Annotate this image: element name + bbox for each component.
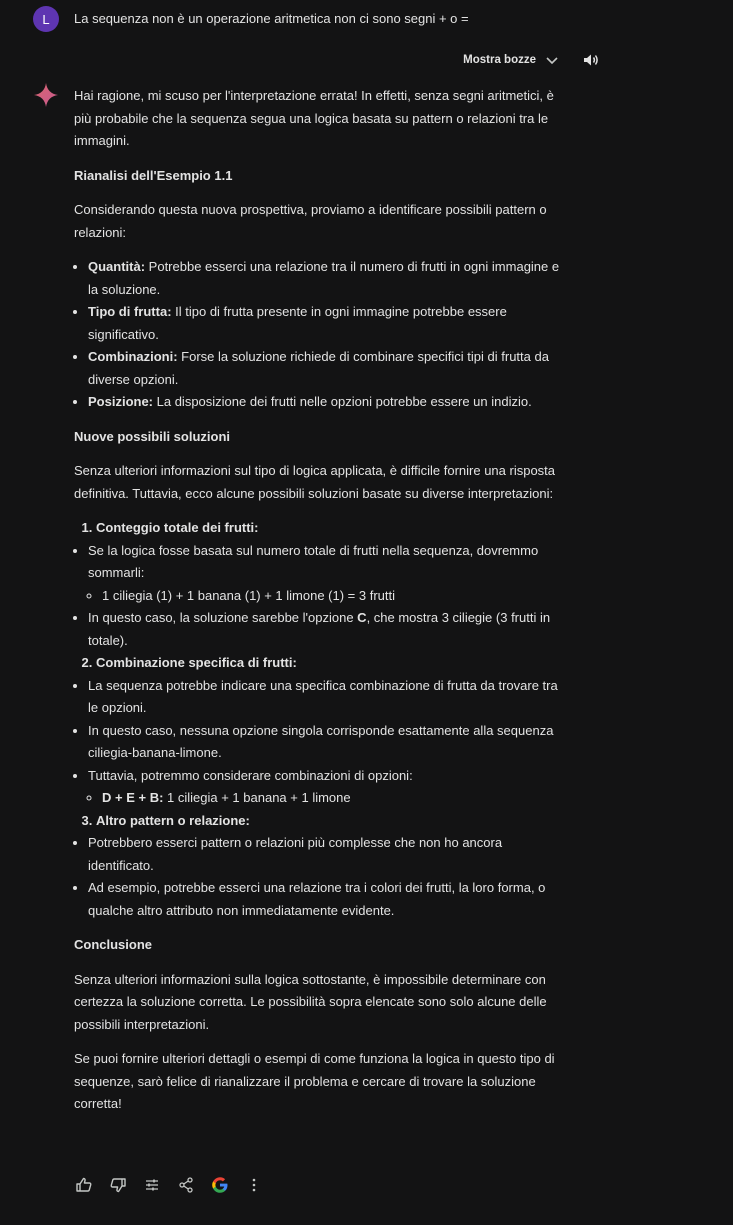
share-icon[interactable] <box>176 1175 196 1195</box>
user-message-row <box>33 6 469 32</box>
list-item: ◦ 1 ciliegia (1) + 1 banana (1) + 1 limone (1) = 3 frutti <box>102 585 569 608</box>
drafts-bar <box>463 51 600 69</box>
thumbs-up-icon[interactable] <box>74 1175 94 1195</box>
google-icon[interactable] <box>210 1175 230 1195</box>
heading-new-solutions: Nuove possibili soluzioni <box>74 428 231 444</box>
solution-title: 3. Altro pattern o relazione: <box>96 810 569 833</box>
pattern-list <box>74 256 569 414</box>
list-item: • Tipo di frutta: Il tipo di frutta presente in ogni immagine potrebbe essere significativo. <box>88 301 569 346</box>
list-item: • Se la logica fosse basata sul numero totale di frutti nella sequenza, dovremmo sommarli: ◦ 1 ciliegia (1) + 1 banana (1) + 1 limone (1) = 3 frutti <box>88 540 569 608</box>
response-paragraph: Senza ulteriori informazioni sulla logica sottostante, è impossibile determinare con certezza la soluzione corretta. Le possibilità sopra elencate sono solo alcune delle possibili interpretazioni. <box>74 971 547 1032</box>
solution-list-1 <box>74 517 569 540</box>
solution-title: 1. Conteggio totale dei frutti: <box>96 517 569 540</box>
response-body <box>74 85 569 1128</box>
response-intro: Hai ragione, mi scuso per l'interpretazione errata! In effetti, senza segni aritmetici, è più probabile che la sequenza segua una logica basata su pattern o relazioni tra le immagini. <box>74 88 554 148</box>
tune-icon[interactable] <box>142 1175 162 1195</box>
list-item: • Posizione: La disposizione dei frutti nelle opzioni potrebbe essere un indizio. <box>88 391 569 414</box>
solution-list-2 <box>74 652 569 675</box>
list-item: • Combinazioni: Forse la soluzione richiede di combinare specifici tipi di frutta da diverse opzioni. <box>88 346 569 391</box>
list-item: ◦ D + E + B: 1 ciliegia + 1 banana + 1 limone <box>102 787 569 810</box>
heading-conclusion: Conclusione <box>74 937 153 952</box>
sub-list <box>88 787 569 810</box>
solution-bullets <box>74 832 569 922</box>
response-paragraph: Se puoi fornire ulteriori dettagli o esempi di come funziona la logica in questo tipo di sequenze, sarò felice di rianalizzare il problema e cercare di trovare la soluzione corretta! <box>74 1051 555 1111</box>
show-drafts-label[interactable]: Mostra bozze <box>463 54 536 66</box>
list-item: • La sequenza potrebbe indicare una specifica combinazione di frutta da trovare tra le opzioni. <box>88 675 569 720</box>
list-item: • Ad esempio, potrebbe esserci una relazione tra i colori dei frutti, la loro forma, o qualche altro attributo non immediatamente evidente. <box>88 877 569 922</box>
list-item: • Quantità: Potrebbe esserci una relazione tra il numero di frutti in ogni immagine e la soluzione. <box>88 256 569 301</box>
solution-title: 2. Combinazione specifica di frutti: <box>96 652 569 675</box>
list-item: • In questo caso, la soluzione sarebbe l'opzione C, che mostra 3 ciliegie (3 frutti in totale). <box>88 607 569 652</box>
list-item: • In questo caso, nessuna opzione singola corrisponde esattamente alla sequenza ciliegia-banana-limone. <box>88 720 569 765</box>
response-paragraph: Senza ulteriori informazioni sul tipo di logica applicata, è difficile fornire una risposta definitiva. Tuttavia, ecco alcune possibili soluzioni basate su diverse interpretazioni: <box>74 463 556 501</box>
solution-list-3 <box>74 810 569 833</box>
list-item: • Tuttavia, potremmo considerare combinazioni di opzioni: ◦ D + E + B: 1 ciliegia + 1 banana + 1 limone <box>88 765 569 810</box>
chevron-down-icon[interactable] <box>544 52 560 68</box>
response-actions <box>74 1175 264 1195</box>
sub-list <box>88 585 569 608</box>
gemini-sparkle-icon <box>33 82 59 108</box>
more-vert-icon[interactable] <box>244 1175 264 1195</box>
speaker-icon[interactable] <box>582 51 600 69</box>
solution-bullets <box>74 675 569 810</box>
list-item: • Potrebbero esserci pattern o relazioni più complesse che non ho ancora identificato. <box>88 832 569 877</box>
solution-bullets <box>74 540 569 653</box>
response-paragraph: Considerando questa nuova prospettiva, proviamo a identificare possibili pattern o relazioni: <box>74 202 547 240</box>
user-message-text: La sequenza non è un operazione aritmetica non ci sono segni + o = <box>74 11 469 26</box>
thumbs-down-icon[interactable] <box>108 1175 128 1195</box>
user-avatar[interactable]: L <box>33 6 59 32</box>
heading-reanalysis: Rianalisi dell'Esempio 1.1 <box>74 167 233 183</box>
